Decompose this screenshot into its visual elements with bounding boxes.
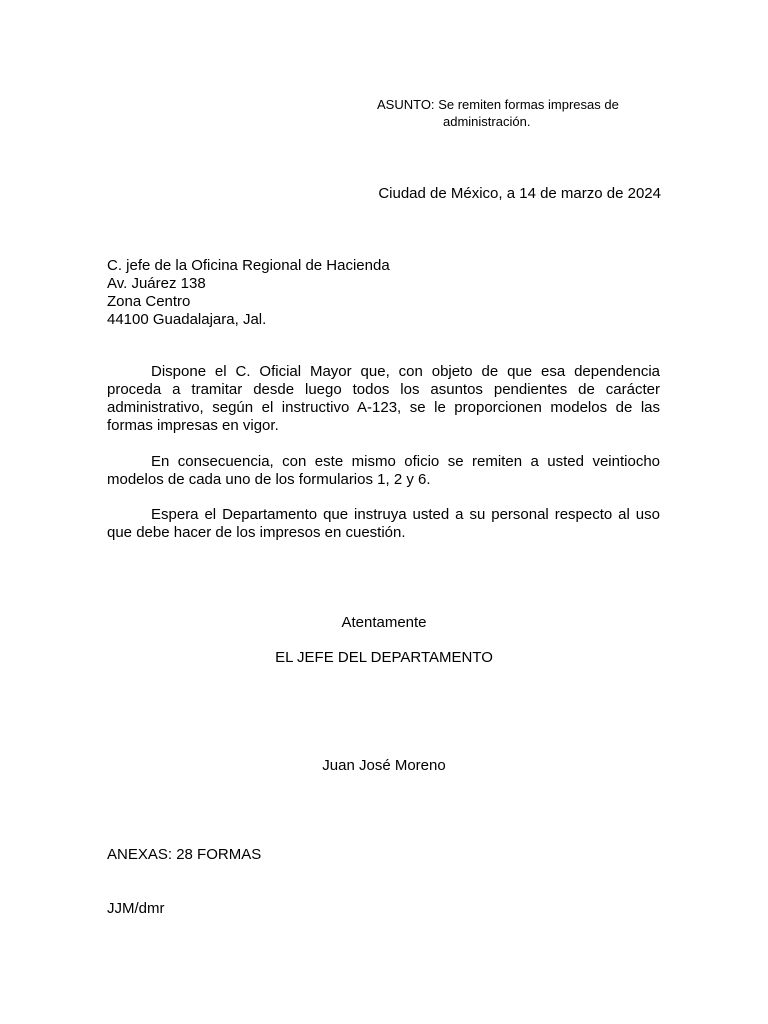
recipient-line-1: C. jefe de la Oficina Regional de Hacienda	[107, 257, 390, 274]
reference-initials: JJM/dmr	[107, 900, 165, 917]
closing-salutation: Atentamente	[341, 614, 427, 631]
recipient-line-2: Av. Juárez 138	[107, 275, 206, 292]
subject-label: ASUNTO:	[377, 97, 435, 112]
signer-title: EL JEFE DEL DEPARTAMENTO	[275, 649, 493, 666]
recipient-line-3: Zona Centro	[107, 293, 191, 310]
body-paragraph-1: Dispone el C. Oficial Mayor que, con objeto de que esa dependencia proceda a tramitar desde luego todos los asuntos pendientes de carácter administrativo, según el instructivo A-123, se le proporcionen modelos de las formas impresas en vigor.	[107, 363, 660, 434]
subject-line-1: Se remiten formas impresas de	[438, 97, 619, 112]
recipient-line-4: 44100 Guadalajara, Jal.	[107, 311, 267, 328]
signer-name: Juan José Moreno	[322, 757, 446, 774]
subject-line-2: administración.	[443, 114, 531, 129]
recipient-address	[107, 257, 390, 329]
annexes-note: ANEXAS: 28 FORMAS	[107, 846, 262, 863]
letter-date: Ciudad de México, a 14 de marzo de 2024	[378, 185, 661, 202]
subject-block	[377, 96, 677, 130]
body-paragraph-2: En consecuencia, con este mismo oficio se remiten a usted veintiocho modelos de cada uno de los formularios 1, 2 y 6.	[107, 453, 660, 488]
body-paragraph-3: Espera el Departamento que instruya usted a su personal respecto al uso que debe hacer de los impresos en cuestión.	[107, 506, 660, 541]
